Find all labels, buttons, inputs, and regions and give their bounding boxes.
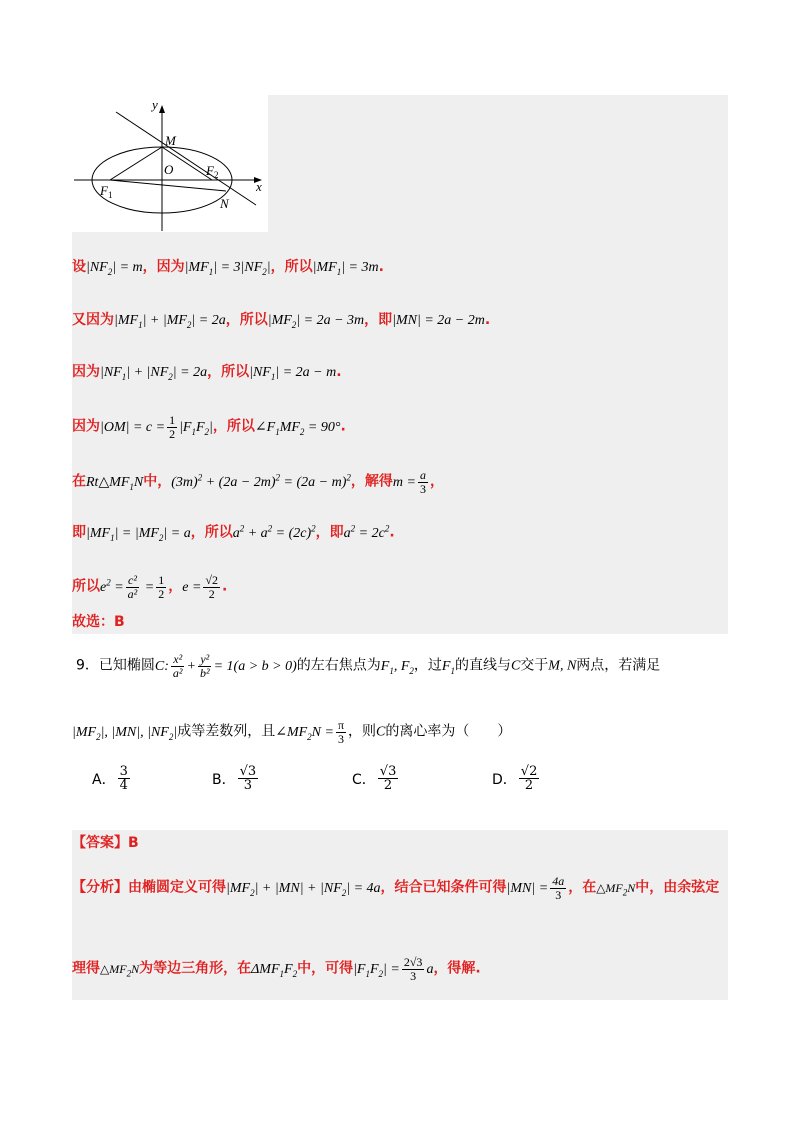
solution-panel-top-right bbox=[268, 95, 728, 232]
analysis-line-1: 【分析】由椭圆定义可得$|MF_2| + |MN| + |NF_2| = 4a$，结合已知条件可得|MN| = $\frac{4a}{3}$ ，在$\triangle MF_2N$中，由余弦定 bbox=[72, 874, 720, 902]
option-c[interactable]: C． $\frac{√3}{2}$ bbox=[352, 764, 397, 793]
previous-answer: 故选：B bbox=[72, 614, 125, 630]
option-b[interactable]: B． $\frac{√3}{3}$ bbox=[212, 764, 257, 793]
solution-line-5: 在$Rt\triangle MF_1N$中，$(3m)^2 + (2a - 2m)^2 = (2a - m)^2$，解得m = $\frac{a}{3}$ ， bbox=[72, 467, 444, 496]
question9-line-2: $|MF_2|$, |MN|, $|NF_2|$成等差数列，且$\angle MF_2N$ = $\frac{\pi}{3}$ ，则C的离心率为（ ） bbox=[72, 718, 512, 746]
label-F2: $F_2$ bbox=[206, 163, 219, 180]
option-a[interactable]: A． $\frac{3}{4}$ bbox=[92, 764, 128, 793]
solution-line-2: 又因为$|MF_1| + |MF_2| = 2a$，所以$|MF_2| = 2a - 3m$，即|MN| = 2a − 2m. bbox=[72, 312, 491, 330]
label-x: x bbox=[256, 179, 262, 194]
answer-label: 【答案】B bbox=[72, 835, 139, 851]
label-O: O bbox=[164, 162, 174, 177]
label-M: M bbox=[165, 133, 176, 148]
label-y: y bbox=[152, 97, 158, 112]
solution-line-4: 因为|OM| = c = $\frac{1}{2}$ $|F_1F_2|$，所以$\angle F_1MF_2 = 90^\circ$. bbox=[72, 413, 346, 441]
solution-line-3: 因为$|NF_1| + |NF_2| = 2a$，所以$|NF_1| = 2a - m$. bbox=[72, 364, 342, 382]
ellipse-diagram bbox=[72, 95, 268, 232]
solution-line-6: 即$|MF_1| = |MF_2| = a$，所以$a^2 + a^2 = (2c)^2$，即$a^2 = 2c^2$. bbox=[72, 523, 395, 543]
analysis-line-2: 理得$\triangle MF_2N$为等边三角形，在$\Delta MF_1F_2$中，可得$|F_1F_2|$ = $\frac{2√3}{3}$ a，得解. bbox=[72, 955, 481, 983]
question9-line-1: 9．已知椭圆C: $\frac{\text{x²}}{\text{a²}}$ + $\frac{\text{y²}}{\text{b²}}$ = 1(a > b > 0)的左右焦点为$F_1$, $F_2$，过$F_1$的直线与C交于M, N两点，若满足 bbox=[76, 652, 661, 680]
solution-line-1: 设$|NF_2| = m$，因为$|MF_1| = 3|NF_2|$，所以$|MF_1| = 3m$. bbox=[72, 259, 384, 277]
label-N: N bbox=[220, 196, 229, 211]
label-F1: $F_1$ bbox=[100, 183, 113, 200]
solution-line-7: 所以$e^2$ = $\frac{\text{c²}}{\text{a²}}$ = $\frac{1}{2}$ ，e = $\frac{√2}{2}$ . bbox=[72, 572, 228, 601]
option-d[interactable]: D． $\frac{√2}{2}$ bbox=[492, 764, 538, 793]
